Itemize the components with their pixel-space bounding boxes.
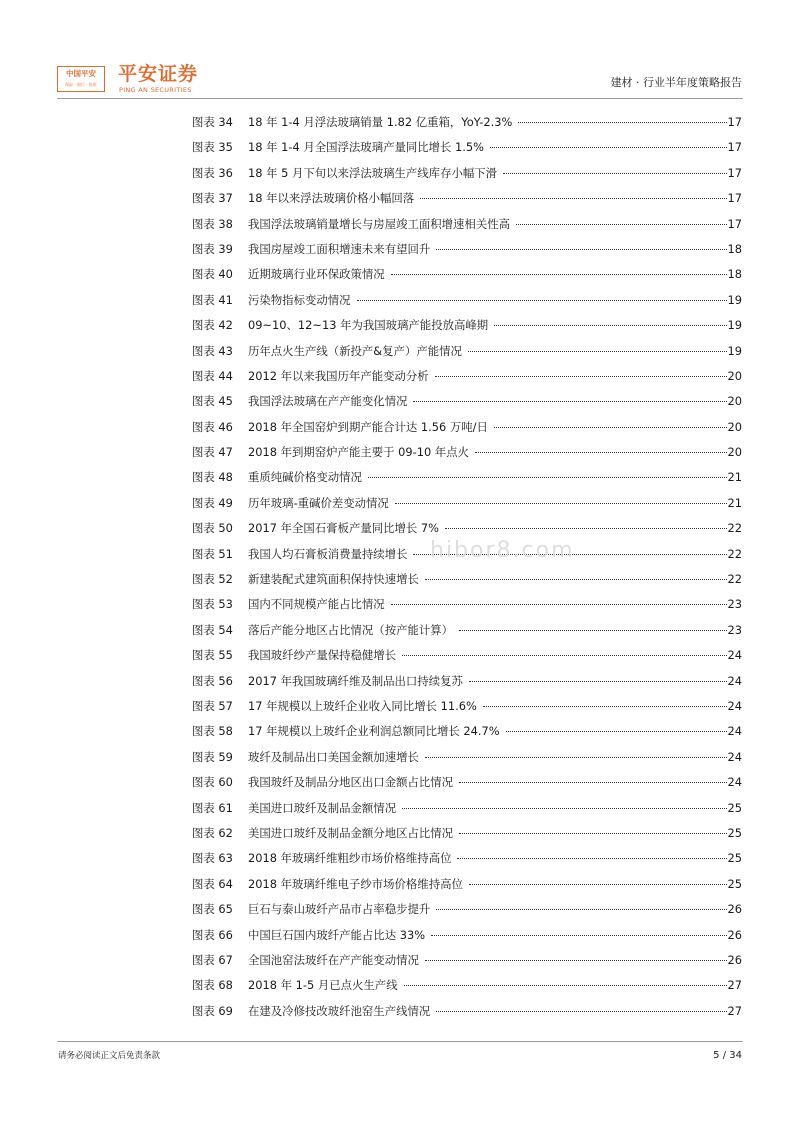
ping-an-logo: [57, 66, 105, 92]
toc-leader-dots: [420, 187, 726, 199]
toc-figure-title: 2018 年玻璃纤维粗纱市场价格维持高位: [248, 851, 452, 866]
toc-figure-title: 美国进口玻纤及制品金额分地区占比情况: [248, 825, 454, 840]
toc-figure-number: 图表 60: [192, 775, 233, 790]
toc-figure-title: 09~10、12~13 年为我国玻璃产能投放高峰期: [248, 318, 489, 333]
toc-figure-number: 图表 51: [192, 546, 233, 561]
toc-figure-number: 图表 68: [192, 978, 233, 993]
toc-figure-title: 中国巨石国内玻纤产能占比达 33%: [248, 927, 426, 942]
toc-figure-title: 2018 年 1-5 月已点火生产线: [248, 978, 398, 993]
toc-figure-title: 美国进口玻纤及制品金额情况: [248, 800, 397, 815]
toc-leader-dots: [413, 390, 726, 402]
toc-page-number: 23: [727, 622, 742, 637]
toc-figure-title: 我国人均石膏板消费量持续增长: [248, 546, 408, 561]
toc-leader-dots: [402, 797, 726, 809]
toc-page-number: 23: [727, 597, 742, 612]
toc-page-number: 20: [727, 394, 742, 409]
toc-figure-number: 图表 66: [192, 927, 233, 942]
toc-figure-title: 我国房屋竣工面积增速未来有望回升: [248, 241, 431, 256]
toc-page-number: 24: [727, 648, 742, 663]
toc-figure-number: 图表 42: [192, 318, 233, 333]
toc-figure-number: 图表 53: [192, 597, 233, 612]
toc-figure-title: 在建及冷修技改玻纤池窑生产线情况: [248, 1003, 431, 1018]
toc-figure-number: 图表 49: [192, 495, 233, 510]
toc-figure-number: 图表 46: [192, 419, 233, 434]
toc-figure-title: 污染物指标变动情况: [248, 292, 351, 307]
toc-leader-dots: [368, 466, 727, 478]
toc-figure-number: 图表 67: [192, 952, 233, 967]
toc-figure-title: 重质纯碱价格变动情况: [248, 470, 362, 485]
toc-figure-title: 我国玻纤纱产量保持稳健增长: [248, 648, 397, 663]
toc-page-number: 21: [727, 495, 742, 510]
toc-page-number: 20: [727, 419, 742, 434]
toc-figure-number: 图表 36: [192, 165, 233, 180]
toc-leader-dots: [391, 593, 727, 605]
logo-text: 中国平安: [66, 69, 96, 78]
toc-figure-title: 18 年 1-4 月全国浮法玻璃产量同比增长 1.5%: [248, 140, 484, 155]
toc-page-number: 20: [727, 445, 742, 460]
toc-page-number: 21: [727, 470, 742, 485]
toc-page-number: 25: [727, 851, 742, 866]
toc-page-number: 18: [727, 267, 742, 282]
toc-figure-title: 新建装配式建筑面积保持快速增长: [248, 572, 419, 587]
toc-leader-dots: [425, 568, 727, 580]
toc-figure-title: 18 年以来浮法玻璃价格小幅回落: [248, 191, 415, 206]
toc-leader-dots: [391, 263, 727, 275]
toc-page-number: 24: [727, 698, 742, 713]
brand-name-cn: 平安证券: [118, 63, 199, 85]
toc-figure-title: 2017 年我国玻璃纤维及制品出口持续复苏: [248, 673, 463, 688]
toc-figure-number: 图表 45: [192, 394, 233, 409]
toc-leader-dots: [457, 847, 726, 859]
toc-figure-number: 图表 55: [192, 648, 233, 663]
toc-leader-dots: [436, 898, 726, 910]
toc-figure-number: 图表 64: [192, 876, 233, 891]
toc-page-number: 19: [727, 343, 742, 358]
toc-figure-number: 图表 62: [192, 825, 233, 840]
toc-figure-number: 图表 50: [192, 521, 233, 536]
toc-figure-title: 17 年规模以上玻纤企业利润总额同比增长 24.7%: [248, 724, 500, 739]
toc-leader-dots: [402, 644, 726, 656]
toc-figure-title: 玻纤及制品出口美国金额加速增长: [248, 749, 419, 764]
toc-figure-number: 图表 63: [192, 851, 233, 866]
toc-entry[interactable]: [192, 1003, 742, 1028]
toc-page-number: 22: [727, 572, 742, 587]
toc-leader-dots: [395, 492, 727, 504]
toc-figure-title: 18 年 1-4 月浮法玻璃销量 1.82 亿重箱，YoY-2.3%: [248, 115, 513, 129]
toc-leader-dots: [483, 695, 727, 707]
toc-page-number: 26: [727, 902, 742, 917]
toc-figure-number: 图表 41: [192, 292, 233, 307]
toc-figure-number: 图表 69: [192, 1003, 233, 1018]
toc-page-number: 26: [727, 952, 742, 967]
toc-page-number: 24: [727, 775, 742, 790]
toc-leader-dots: [469, 670, 727, 682]
toc-figure-number: 图表 54: [192, 622, 233, 637]
toc-figure-title: 2018 年全国窑炉到期产能合计达 1.56 万吨/日: [248, 419, 488, 434]
toc-figure-number: 图表 47: [192, 445, 233, 460]
toc-page-number: 18: [727, 241, 742, 256]
toc-page-number: 25: [727, 825, 742, 840]
toc-leader-dots: [404, 974, 727, 986]
toc-page-number: 19: [727, 292, 742, 307]
toc-figure-number: 图表 56: [192, 673, 233, 688]
toc-figure-title: 2012 年以来我国历年产能变动分析: [248, 368, 429, 383]
toc-page-number: 17: [727, 191, 742, 206]
footer-disclaimer: 请务必阅读正文后免责条款: [58, 1051, 161, 1061]
toc-figure-number: 图表 65: [192, 902, 233, 917]
brand-name-en: PING AN SECURITIES: [119, 86, 192, 94]
toc-figure-number: 图表 34: [192, 115, 233, 129]
toc-leader-dots: [469, 873, 727, 885]
report-title: 建材 · 行业半年度策略报告: [610, 76, 742, 89]
toc-page-number: 20: [727, 368, 742, 383]
toc-figure-number: 图表 37: [192, 191, 233, 206]
toc-figure-title: 我国浮法玻璃在产产能变化情况: [248, 394, 408, 409]
toc-figure-number: 图表 39: [192, 241, 233, 256]
toc-figure-number: 图表 61: [192, 800, 233, 815]
toc-figure-number: 图表 59: [192, 749, 233, 764]
toc-page-number: 27: [727, 1003, 742, 1018]
toc-page-number: 25: [727, 876, 742, 891]
toc-leader-dots: [445, 517, 727, 529]
toc-figure-title: 我国玻纤及制品分地区出口金额占比情况: [248, 775, 454, 790]
toc-page-number: 22: [727, 521, 742, 536]
toc-leader-dots: [436, 1000, 726, 1012]
table-of-figures: [192, 114, 742, 1028]
toc-figure-title: 我国浮法玻璃销量增长与房屋竣工面积增速相关性高: [248, 216, 510, 231]
toc-leader-dots: [494, 314, 726, 326]
toc-leader-dots: [431, 924, 726, 936]
toc-leader-dots: [468, 340, 727, 352]
toc-figure-title: 2017 年全国石膏板产量同比增长 7%: [248, 521, 439, 536]
toc-leader-dots: [494, 416, 727, 428]
toc-figure-number: 图表 35: [192, 140, 233, 155]
toc-figure-number: 图表 43: [192, 343, 233, 358]
toc-figure-title: 18 年 5 月下旬以来浮法玻璃生产线库存小幅下滑: [248, 165, 498, 180]
toc-leader-dots: [490, 136, 727, 148]
toc-page-number: 19: [727, 318, 742, 333]
toc-page-number: 17: [727, 140, 742, 155]
logo-slogan: 保险 · 银行 · 投资: [65, 82, 97, 87]
toc-figure-number: 图表 44: [192, 368, 233, 383]
footer-divider: [57, 1041, 743, 1042]
toc-page-number: 24: [727, 673, 742, 688]
toc-leader-dots: [435, 365, 727, 377]
toc-leader-dots: [436, 238, 726, 250]
toc-leader-dots: [357, 289, 727, 301]
toc-figure-title: 17 年规模以上玻纤企业收入同比增长 11.6%: [248, 698, 477, 713]
toc-page-number: 27: [727, 978, 742, 993]
toc-leader-dots: [459, 822, 726, 834]
toc-page-number: 24: [727, 724, 742, 739]
toc-figure-title: 近期玻璃行业环保政策情况: [248, 267, 385, 282]
toc-page-number: 17: [727, 115, 742, 129]
toc-figure-number: 图表 58: [192, 724, 233, 739]
toc-figure-title: 国内不同规模产能占比情况: [248, 597, 385, 612]
page-header: [0, 0, 800, 100]
toc-page-number: 17: [727, 216, 742, 231]
toc-figure-title: 落后产能分地区占比情况（按产能计算）: [248, 622, 454, 637]
toc-figure-title: 全国池窑法玻纤在产产能变动情况: [248, 952, 419, 967]
page-indicator: 5 / 34: [713, 1050, 742, 1061]
toc-page-number: 22: [727, 546, 742, 561]
toc-figure-title: 巨石与泰山玻纤产品市占率稳步提升: [248, 902, 431, 917]
toc-figure-title: 2018 年到期窑炉产能主要于 09-10 年点火: [248, 445, 470, 460]
toc-leader-dots: [516, 213, 727, 225]
toc-figure-number: 图表 48: [192, 470, 233, 485]
toc-leader-dots: [425, 949, 727, 961]
toc-figure-number: 图表 57: [192, 698, 233, 713]
toc-leader-dots: [506, 720, 727, 732]
toc-page-number: 24: [727, 749, 742, 764]
toc-figure-number: 图表 52: [192, 572, 233, 587]
toc-page-number: 25: [727, 800, 742, 815]
toc-page-number: 17: [727, 165, 742, 180]
toc-figure-title: 历年玻璃-重碱价差变动情况: [248, 495, 389, 510]
toc-figure-title: 历年点火生产线（新投产&复产）产能情况: [248, 343, 462, 358]
toc-leader-dots: [503, 162, 726, 174]
toc-figure-number: 图表 38: [192, 216, 233, 231]
toc-page-number: 26: [727, 927, 742, 942]
watermark: hibor8.com: [430, 538, 575, 563]
toc-leader-dots: [459, 619, 726, 631]
toc-figure-number: 图表 40: [192, 267, 233, 282]
toc-leader-dots: [459, 771, 726, 783]
header-divider: [57, 98, 743, 99]
toc-leader-dots: [425, 746, 727, 758]
toc-figure-title: 2018 年玻璃纤维电子纱市场价格维持高位: [248, 876, 463, 891]
toc-leader-dots: [475, 441, 726, 453]
toc-leader-dots: [518, 111, 726, 123]
